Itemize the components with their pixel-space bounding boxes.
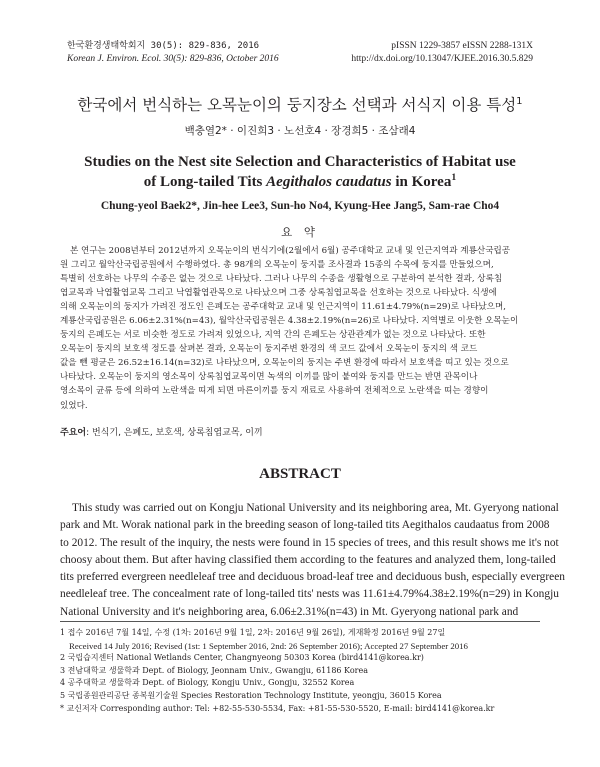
authors-korean [0, 123, 600, 138]
title-english-sup: 1 [451, 172, 457, 183]
abstract-ko-line: 원 그리고 월악산국립공원에서 수행하였다. 총 98개의 오목눈이 둥지를 조사결과 15종의 수목에 둥지를 만들었으며, [60, 260, 494, 271]
footnote-divider [60, 621, 540, 622]
journal-name-ko: 한국환경생태학회지 30(5): 829-836, 2016 [67, 41, 260, 51]
journal-name-en: Korean J. Environ. Ecol. 30(5): 829-836, October 2016 [67, 54, 279, 64]
abstract-ko-line: 둥지의 은폐도는 서로 비슷한 정도로 가려져 있었으나, 지역 간의 은폐도는 상관관계가 없는 것으로 나타났다. 또한 [60, 330, 486, 341]
title-english-line2-post: in Korea [391, 174, 452, 190]
footnote-received: 1 접수 2016년 7월 14일, 수정 (1차: 2016년 9월 1일, 2차: 2016년 9월 26일), 게재확정 2016년 9월 27일 [60, 628, 446, 637]
abstract-ko-line: 계룡산국립공원은 6.06±2.31%(n=43), 월악산국립공원은 4.38±2.19%(n=26)로 나타났다. 지역별로 이웃한 오목눈이 [60, 316, 519, 327]
keywords-label: 주요어 [60, 428, 87, 438]
abstract-en-line: to 2012. The result of the inquiry, the nests were found in 15 species of trees, and this result shows me it's not [60, 536, 559, 549]
abstract-ko-line: 영소목이 균류 등에 의하여 노란색을 띠게 되면 마른이끼를 둥지 재료로 사용하여 전체적으로 노란색을 띠는 경향이 [60, 386, 489, 397]
authors-english [0, 200, 600, 212]
journal-citation [67, 40, 279, 66]
abstract-korean [60, 244, 540, 413]
abstract-ko-heading: 요 약 [281, 225, 319, 239]
footnote-affiliation: 5 국립종원관리공단 종복원기술원 Species Restoration Technology Institute, yeongju, 36015 Korea [60, 690, 442, 700]
abstract-ko-line: 오목눈이 둥지의 보호색 정도를 살펴본 결과, 오목눈이 둥지주변 환경의 색 코드 값에서 오목눈이 둥지의 색 코드 [60, 344, 478, 355]
footnote-affiliation: 2 국립습지센터 National Wetlands Center, Changnyeong 50303 Korea (bird4141@korea.kr) [60, 653, 424, 663]
abstract-en-line: tits preferred evergreen needleleaf tree and deciduous broad-leaf tree and deciduous bush, especially evergreen [60, 571, 565, 584]
issn-text: pISSN 1229-3857 eISSN 2288-131X [391, 41, 533, 51]
title-korean-text: 한국에서 번식하는 오목눈이의 둥지장소 선택과 서식지 이용 특성 [77, 96, 517, 114]
abstract-english [60, 500, 565, 621]
abstract-en-line: needleleaf tree. The concealment rate of long-tailed tits' nests was 11.61±4.79%4.38±2.19%(n=29) in Kongju [60, 588, 559, 601]
footnote-corresponding: * 교신저자 Corresponding author: Tel: +82-55-530-5534, Fax: +81-55-530-5520, E-mail: bird4141@korea.kr [60, 703, 495, 713]
footnotes [60, 627, 540, 715]
title-korean-sup: 1 [516, 95, 523, 107]
abstract-ko-line: 엽교목과 낙엽활엽교목 그리고 낙엽활엽관목으로 나타났으며 그중 상록침엽교목을 선호하는 것으로 나타났다. 식생에 [60, 288, 497, 299]
title-korean [0, 93, 600, 115]
abstract-ko-line: 있었다. [60, 400, 88, 411]
abstract-ko-line: 특별히 선호하는 나무의 수종은 없는 것으로 나타났다. 그러나 나무의 수종을 생활형으로 구분하여 분석한 결과, 상록침 [60, 274, 503, 285]
title-english-line1: Studies on the Nest site Selection and Characteristics of Habitat use [84, 154, 516, 170]
abstract-en-line: This study was carried out on Kongju National University and its neighboring area, Mt. Gyeryong national [72, 502, 559, 514]
footnote-affiliation: 3 전남대학교 생물학과 Dept. of Biology, Jeonnam Univ., Gwangju, 61186 Korea [60, 665, 368, 675]
species-name: Aegithalos caudatus [266, 174, 392, 190]
abstract-ko-line: 본 연구는 2008년부터 2012년까지 오목눈이의 번식기에(2월에서 6월) 공주대학교 교내 및 인근지역과 계룡산국립공 [70, 246, 511, 256]
authors-english-text: Chung-yeol Baek2*, Jin-hee Lee3, Sun-ho No4, Kyung-Hee Jang5, Sam-rae Cho4 [100, 200, 500, 212]
abstract-ko-line: 값을 뺀 평균은 26.52±16.14(n=32)로 나타났으며, 오목눈이의 둥지는 주변 환경에 따라서 보호색을 띠고 있는 것으로 [60, 358, 509, 369]
abstract-ko-line: 의해 오목눈이의 둥지가 가려진 정도인 은폐도는 공주대학교 교내 및 인근지역이 11.61±4.79%(n=29)로 나타났으며, [60, 302, 507, 313]
doi-link[interactable]: http://dx.doi.org/10.13047/KJEE.2016.30.5.829 [351, 54, 533, 64]
footnote-affiliation: 4 공주대학교 생물학과 Dept. of Biology, Kongju Univ., Gongju, 32552 Korea [60, 678, 355, 688]
footnote-received-en: Received 14 July 2016; Revised (1st: 1 September 2016, 2nd: 26 September 2016); Accepted 27 September 2016 [69, 640, 468, 651]
title-english-line2-pre: of Long-tailed Tits [143, 174, 267, 190]
title-english-line2 [0, 172, 600, 192]
abstract-en-line: park and Mt. Worak national park in the breeding season of long-tailed tits Aegithalos caudaatus from 2008 [60, 519, 550, 532]
issn-doi-block [351, 40, 533, 66]
abstract-en-line: choosy about them. But after having classified them according to the features and analyzed them, long-tailed [60, 553, 556, 566]
abstract-en-line: National University and it's neighboring area, 6.06±2.31%(n=43) in Mt. Gyeryong national park and [60, 605, 519, 618]
abstract-ko-line: 나타났다. 오목눈이 둥지의 영소목이 상록침엽교목이면 녹색의 이끼를 많이 붙여와 둥지를 만드는 반면 관목이나 [60, 372, 478, 383]
keywords [60, 425, 540, 438]
authors-korean-text: 백충열2* · 이진희3 · 노선호4 · 장경희5 · 조삼래4 [184, 125, 416, 137]
title-english [0, 152, 600, 192]
keywords-list: : 번식기, 은폐도, 보호색, 상록침엽교목, 이끼 [86, 428, 263, 438]
abstract-en-heading: ABSTRACT [259, 466, 341, 482]
